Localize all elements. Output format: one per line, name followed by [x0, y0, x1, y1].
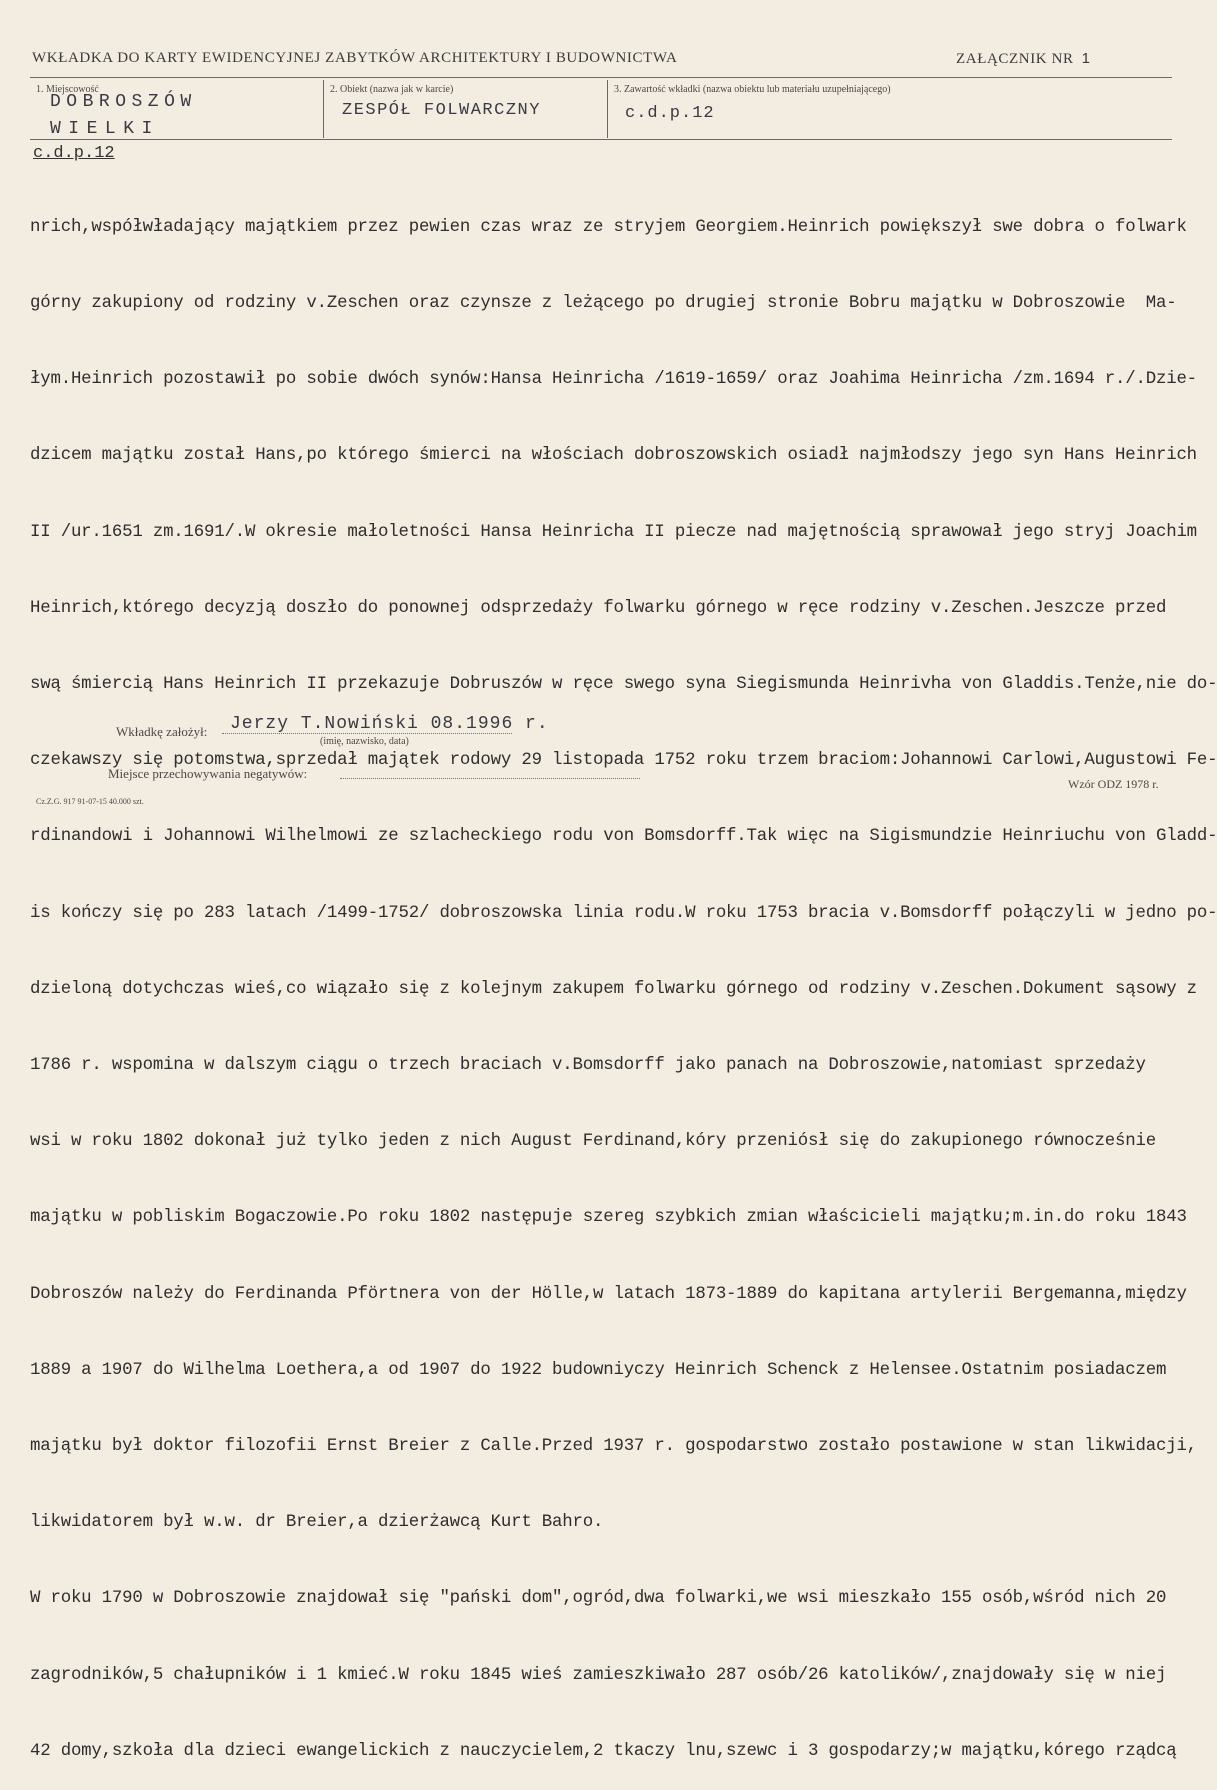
print-info: Cz.Z.G. 917 91-07-15 40.000 szt. — [36, 797, 144, 806]
attachment-label-text: ZAŁĄCZNIK NR — [956, 51, 1074, 67]
negatives-label: Miejsce przechowywania negatywów: — [108, 766, 308, 781]
founder-caption: (imię, nazwisko, data) — [320, 736, 409, 747]
body-line: Dobroszów należy do Ferdinanda Pförtnera von der Hölle,w latach 1873-1889 do kapitana artylerii Bergemanna,między — [30, 1284, 1187, 1304]
body-line: czekawszy się potomstwa,sprzedał majątek rodowy 29 listopada 1752 roku trzem braciom:Johannowi Carlowi,Augustowi Fe- — [30, 751, 1217, 771]
founder-dotted-line — [222, 733, 512, 734]
body-line: 1786 r. wspomina w dalszym ciągu o trzech braciach v.Bomsdorff jako panach na Dobroszowie,natomiast sprzedaży — [30, 1056, 1146, 1076]
body-line: majątku był doktor filozofii Ernst Breier z Calle.Przed 1937 r. gospodarstwo zostało postawione w stan likwidacji, — [30, 1437, 1197, 1457]
field-label-contents: 3. Zawartość wkładki (nazwa obiektu lub materiału uzupełniającego) — [614, 84, 891, 95]
attachment-label — [956, 50, 1091, 68]
top-rule — [30, 77, 1172, 78]
founder-label: Wkładkę założył: — [116, 724, 208, 739]
body-line: dzicem majątku został Hans,po którego śmierci na włościach dobroszowskich osiadł najmłodszy jego syn Hans Heinrich — [30, 446, 1197, 466]
field-divider — [607, 80, 608, 138]
body-line: Heinrich,którego decyzją doszło do ponownej odsprzedaży folwarku górnego w ręce rodziny v.Zeschen.Jeszcze przed — [30, 598, 1167, 618]
body-line: górny zakupiony od rodziny v.Zeschen oraz czynsze z leżącego po drugiej stronie Bobru majątku w Dobroszowie Ma- — [30, 294, 1177, 314]
location-value-line-2: WIELKI — [50, 119, 160, 139]
field-label-object: 2. Obiekt (nazwa jak w karcie) — [330, 84, 454, 95]
body-line: is kończy się po 283 latach /1499-1752/ dobroszowska linia rodu.W roku 1753 bracia v.Bomsdorff połączyli w jedno po- — [30, 903, 1217, 923]
header-bottom-rule — [30, 139, 1172, 140]
form-pattern-label: Wzór ODZ 1978 r. — [1068, 777, 1159, 791]
body-line: majątku w pobliskim Bogaczowie.Po roku 1802 następuje szereg szybkich zmian właścicieli majątku;m.in.do roku 1843 — [30, 1208, 1187, 1228]
contents-value: c.d.p.12 — [625, 104, 715, 123]
body-line: II /ur.1651 zm.1691/.W okresie małoletności Hansa Heinricha II piecze nad majętnością sprawował jego stryj Joachim — [30, 522, 1197, 542]
body-line: nrich,współwładający majątkiem przez pewien czas wraz ze stryjem Georgiem.Heinrich powiększył swe dobra o folwark — [30, 217, 1187, 237]
body-line: łym.Heinrich pozostawił po sobie dwóch synów:Hansa Heinricha /1619-1659/ oraz Joahima Heinricha /zm.1694 r./.Dzie- — [30, 370, 1197, 390]
body-line: rdinandowi i Johannowi Wilhelmowi ze szlacheckiego rodu von Bomsdorff.Tak więc na Sigismundzie Heinriuchu von Gladd- — [30, 827, 1217, 847]
continuation-heading: c.d.p.12 — [33, 144, 115, 163]
body-line: zagrodników,5 chałupników i 1 kmieć.W roku 1845 wieś zamieszkiwało 287 osób/26 katolików/,znajdowały się w niej — [30, 1665, 1167, 1685]
body-line: 42 domy,szkoła dla dzieci ewangelickich z nauczycielem,2 tkaczy lnu,szewc i 3 gospodarzy;w majątku,kórego rządcą — [30, 1741, 1177, 1761]
body-line: swą śmiercią Hans Heinrich II przekazuje Dobruszów w ręce swego syna Siegismunda Heinrivha von Gladdis.Tenże,nie do- — [30, 675, 1217, 695]
location-value-line-1: DOBROSZÓW — [50, 92, 197, 112]
founder-value: Jerzy T.Nowiński 08.1996 r. — [230, 714, 549, 734]
body-line: dzieloną dotychczas wieś,co wiązało się z kolejnym zakupem folwarku górnego od rodziny v.Zeschen.Dokument sąsowy z — [30, 979, 1197, 999]
field-label-location: 1. Miejscowość — [36, 84, 99, 95]
body-line: wsi w roku 1802 dokonał już tylko jeden z nich August Ferdinand,kóry przeniósł się do zakupionego równocześnie — [30, 1132, 1156, 1152]
negatives-dotted-line — [340, 778, 640, 779]
field-divider — [323, 80, 324, 138]
form-title: WKŁADKA DO KARTY EWIDENCYJNEJ ZABYTKÓW ARCHITEKTURY I BUDOWNICTWA — [32, 50, 678, 66]
object-value: ZESPÓŁ FOLWARCZNY — [342, 101, 541, 120]
body-line: W roku 1790 w Dobroszowie znajdował się "pański dom",ogród,dwa folwarki,we wsi mieszkało 155 osób,wśród nich 20 — [30, 1589, 1167, 1609]
attachment-number: 1 — [1081, 50, 1091, 67]
body-line: 1889 a 1907 do Wilhelma Loethera,a od 1907 do 1922 budowniyczy Heinrich Schenck z Helensee.Ostatnim posiadaczem — [30, 1360, 1167, 1380]
body-text — [30, 164, 1217, 1790]
body-line: likwidatorem był w.w. dr Breier,a dzierżawcą Kurt Bahro. — [30, 1513, 604, 1533]
